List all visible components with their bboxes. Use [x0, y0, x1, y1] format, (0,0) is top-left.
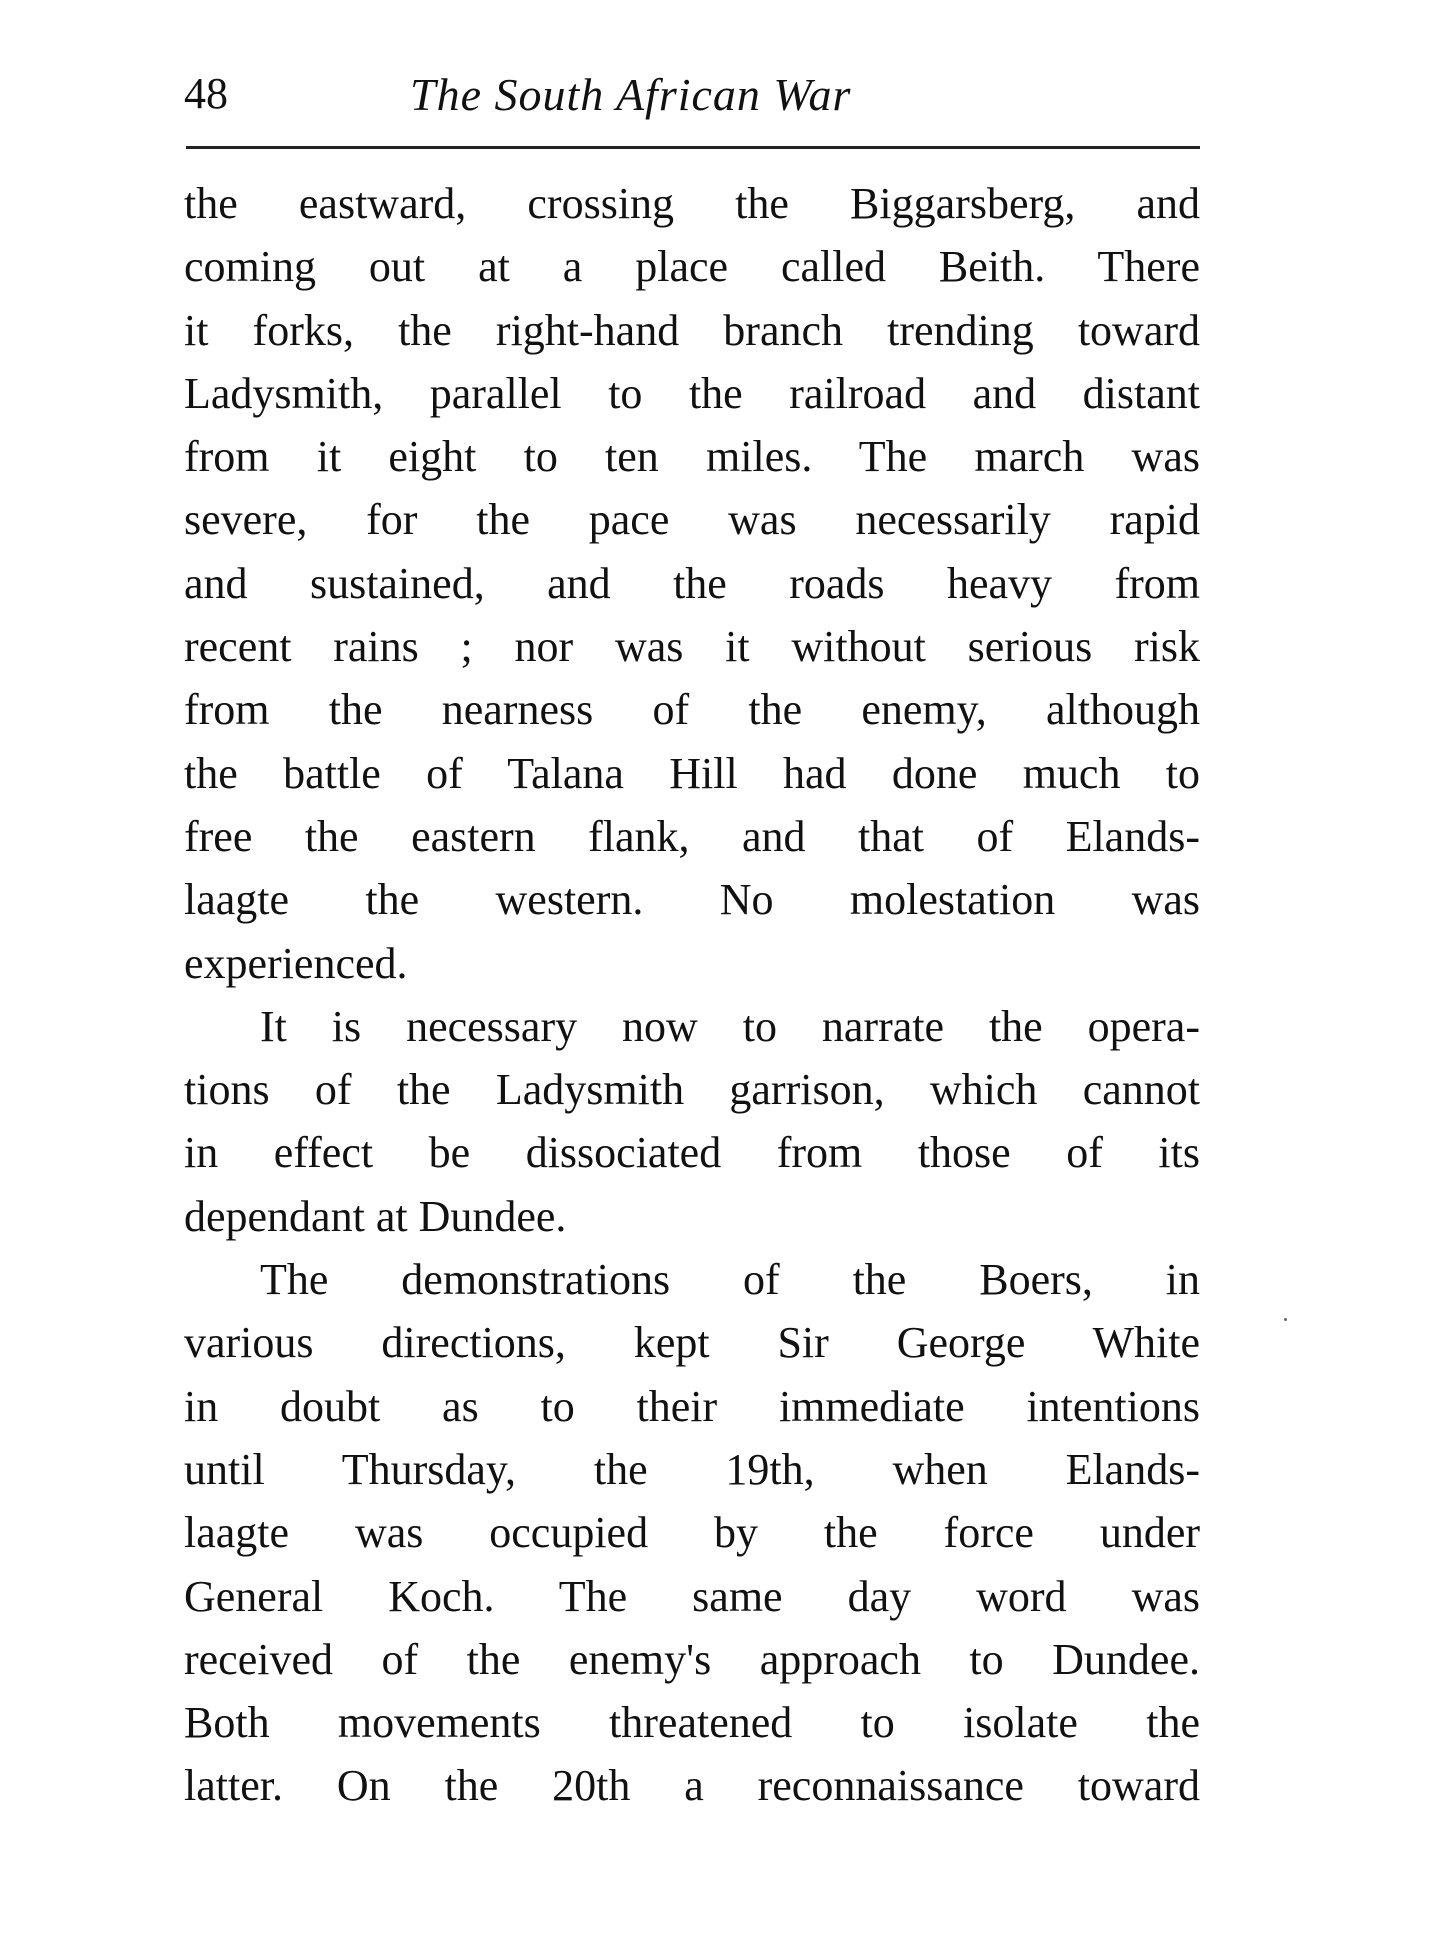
page-number: 48	[184, 69, 228, 118]
text-line: coming out at a place called Beith. There	[184, 242, 1200, 292]
running-title: The South African War	[410, 69, 852, 120]
body-text	[184, 172, 1200, 1818]
text-line: it forks, the right-hand branch trending toward	[184, 305, 1200, 355]
text-line: General Koch. The same day word was	[184, 1571, 1200, 1621]
text-line: Both movements threatened to isolate the	[184, 1698, 1200, 1748]
text-line: the battle of Talana Hill had done much to	[184, 748, 1200, 798]
header-rule	[186, 146, 1200, 149]
text-line: dependant at Dundee.	[184, 1191, 567, 1241]
text-line: tions of the Ladysmith garrison, which cannot	[184, 1065, 1200, 1115]
scan-speck	[1284, 1318, 1287, 1321]
text-line: It is necessary now to narrate the opera-	[260, 1001, 1200, 1051]
text-line: various directions, kept Sir George White	[184, 1318, 1200, 1368]
text-line: in doubt as to their immediate intentions	[184, 1381, 1200, 1431]
text-line: recent rains ; nor was it without serious risk	[184, 622, 1200, 672]
text-line: latter. On the 20th a reconnaissance toward	[184, 1761, 1200, 1811]
text-line: Ladysmith, parallel to the railroad and distant	[184, 368, 1200, 418]
text-line: severe, for the pace was necessarily rapid	[184, 495, 1200, 545]
text-line: laagte was occupied by the force under	[184, 1508, 1200, 1558]
text-line: The demonstrations of the Boers, in	[260, 1255, 1200, 1305]
text-line: and sustained, and the roads heavy from	[184, 558, 1200, 608]
text-line: experienced.	[184, 938, 408, 988]
page-header	[184, 68, 1200, 128]
text-line: laagte the western. No molestation was	[184, 875, 1200, 925]
text-line: in effect be dissociated from those of its	[184, 1128, 1200, 1178]
text-line: free the eastern flank, and that of Elands-	[184, 811, 1200, 861]
text-line: until Thursday, the 19th, when Elands-	[184, 1444, 1200, 1494]
text-line: from it eight to ten miles. The march was	[184, 432, 1200, 482]
text-line: received of the enemy's approach to Dundee.	[184, 1634, 1200, 1684]
text-line: from the nearness of the enemy, although	[184, 685, 1200, 735]
text-line: the eastward, crossing the Biggarsberg, and	[184, 179, 1200, 228]
